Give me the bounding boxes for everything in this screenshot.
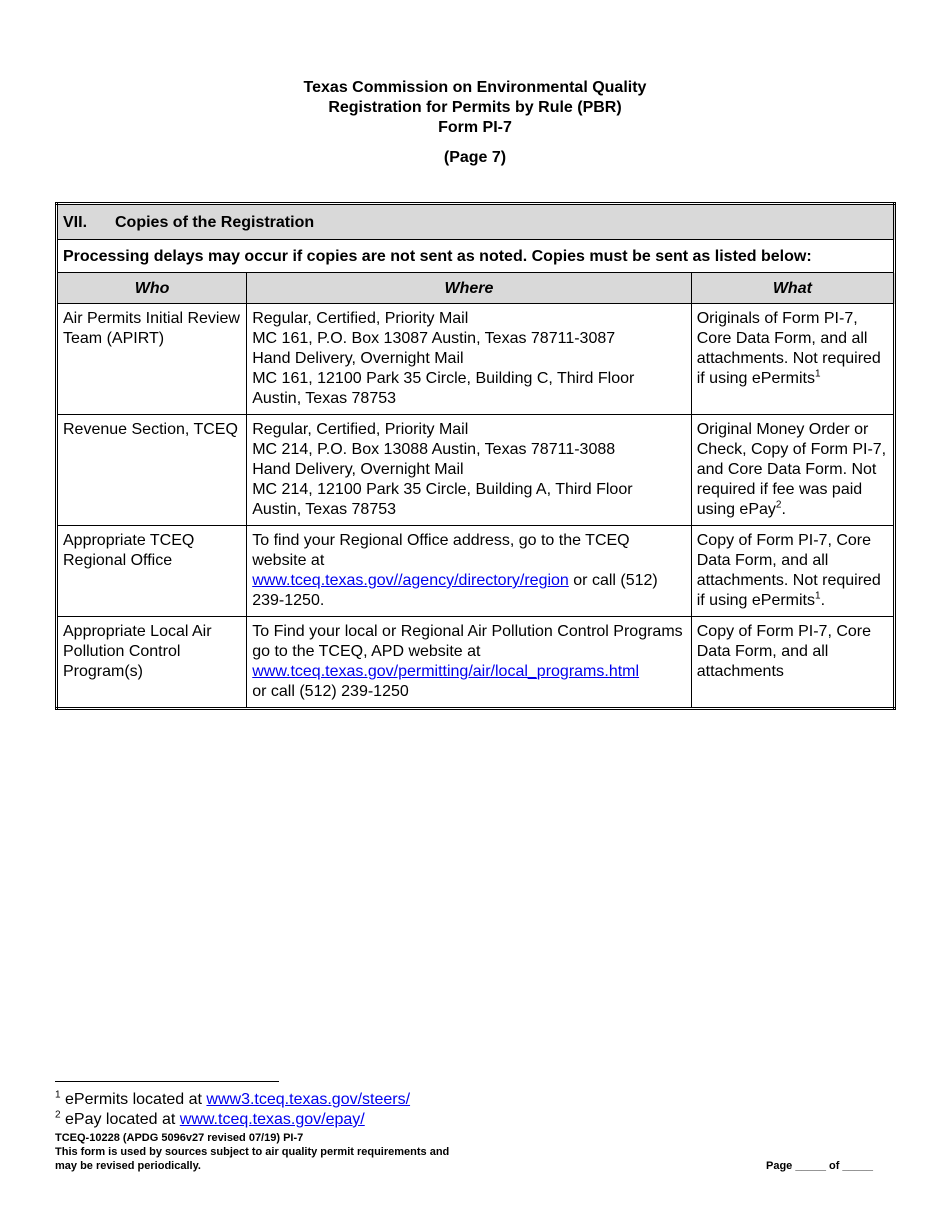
processing-notice: Processing delays may occur if copies are not sent as noted. Copies must be sent as listed below: <box>57 240 895 273</box>
where-line: MC 214, P.O. Box 13088 Austin, Texas 78711-3088 <box>252 441 616 458</box>
footnote-text: ePay located at <box>65 1111 180 1128</box>
form-footer <box>55 1131 449 1173</box>
page-count-label: Page _____ of _____ <box>766 1160 874 1172</box>
where-text: To Find your local or Regional Air Pollution Control Programs go to the TCEQ, APD website at <box>252 623 683 660</box>
form-number: Form PI-7 <box>438 119 512 136</box>
section-number: VII. <box>63 214 88 231</box>
what-text: Copy of Form PI-7, Core Data Form, and all attachments <box>696 623 872 680</box>
local-programs-link[interactable]: www.tceq.texas.gov/permitting/air/local_programs.html <box>252 663 640 680</box>
footer-note-line: This form is used by sources subject to air quality permit requirements and <box>55 1146 450 1158</box>
what-end: . <box>820 592 826 609</box>
where-line: Hand Delivery, Overnight Mail <box>252 461 464 478</box>
form-title: Registration for Permits by Rule (PBR) <box>328 99 622 116</box>
page-indicator: (Page 7) <box>443 149 507 166</box>
column-header-who: Who <box>57 273 247 304</box>
section-title-cell <box>57 204 895 240</box>
footnote <box>55 1110 410 1130</box>
footnotes <box>55 1090 410 1130</box>
where-line: MC 161, 12100 Park 35 Circle, Building C, Third Floor <box>252 370 635 387</box>
epermits-link[interactable]: www3.tceq.texas.gov/steers/ <box>206 1091 411 1108</box>
table-row <box>57 415 895 526</box>
what-text: Originals of Form PI-7, Core Data Form, and all attachments. Not required if using ePermits <box>696 310 881 387</box>
agency-title: Texas Commission on Environmental Quality <box>303 79 647 96</box>
who-cell: Appropriate Local Air Pollution Control Program(s) <box>57 617 247 709</box>
what-cell <box>691 415 894 526</box>
where-cell <box>247 415 692 526</box>
where-cell <box>247 526 692 617</box>
epay-link[interactable]: www.tceq.texas.gov/epay/ <box>179 1111 365 1128</box>
footnote-ref: 1 <box>815 590 821 602</box>
column-header-what: What <box>691 273 894 304</box>
what-end: . <box>781 501 786 518</box>
where-line: Hand Delivery, Overnight Mail <box>252 350 464 367</box>
where-line: Regular, Certified, Priority Mail <box>252 421 469 438</box>
form-header <box>0 78 950 168</box>
who-cell: Revenue Section, TCEQ <box>57 415 247 526</box>
footnote-ref: 1 <box>815 368 821 380</box>
section-title: Copies of the Registration <box>115 214 315 231</box>
table-row <box>57 617 895 709</box>
footnote-ref: 2 <box>775 499 782 511</box>
where-line: Austin, Texas 78753 <box>252 390 397 407</box>
where-after: or call (512) 239-1250. <box>252 572 658 609</box>
where-cell <box>247 304 692 415</box>
what-cell <box>691 304 894 415</box>
table-row <box>57 304 895 415</box>
where-line: MC 214, 12100 Park 35 Circle, Building A, Third Floor <box>252 481 633 498</box>
where-line: Regular, Certified, Priority Mail <box>252 310 469 327</box>
where-text: To find your Regional Office address, go to the TCEQ website at <box>252 532 630 569</box>
what-cell <box>691 617 894 709</box>
where-after: or call (512) 239-1250 <box>252 683 409 700</box>
who-cell: Air Permits Initial Review Team (APIRT) <box>57 304 247 415</box>
form-id: TCEQ-10228 (APDG 5096v27 revised 07/19) PI-7 <box>55 1132 304 1144</box>
who-cell: Appropriate TCEQ Regional Office <box>57 526 247 617</box>
copies-table <box>55 202 896 710</box>
footnote-number: 1 <box>55 1089 61 1101</box>
where-cell <box>247 617 692 709</box>
what-text: Copy of Form PI-7, Core Data Form, and all attachments. Not required if using ePermits <box>696 532 881 609</box>
what-text: Original Money Order or Check, Copy of Form PI-7, and Core Data Form. Not required if fee was paid using ePay <box>696 421 887 518</box>
table-row <box>57 526 895 617</box>
where-line: Austin, Texas 78753 <box>252 501 397 518</box>
footnote-divider <box>55 1081 279 1082</box>
footnote-number: 2 <box>55 1109 61 1121</box>
what-cell <box>691 526 894 617</box>
footnote <box>55 1090 410 1110</box>
regional-office-link[interactable]: www.tceq.texas.gov//agency/directory/region <box>252 572 569 589</box>
column-header-where: Where <box>247 273 692 304</box>
where-line: MC 161, P.O. Box 13087 Austin, Texas 78711-3087 <box>252 330 616 347</box>
footnote-text: ePermits located at <box>65 1091 207 1108</box>
footer-note-line: may be revised periodically. <box>55 1160 201 1172</box>
